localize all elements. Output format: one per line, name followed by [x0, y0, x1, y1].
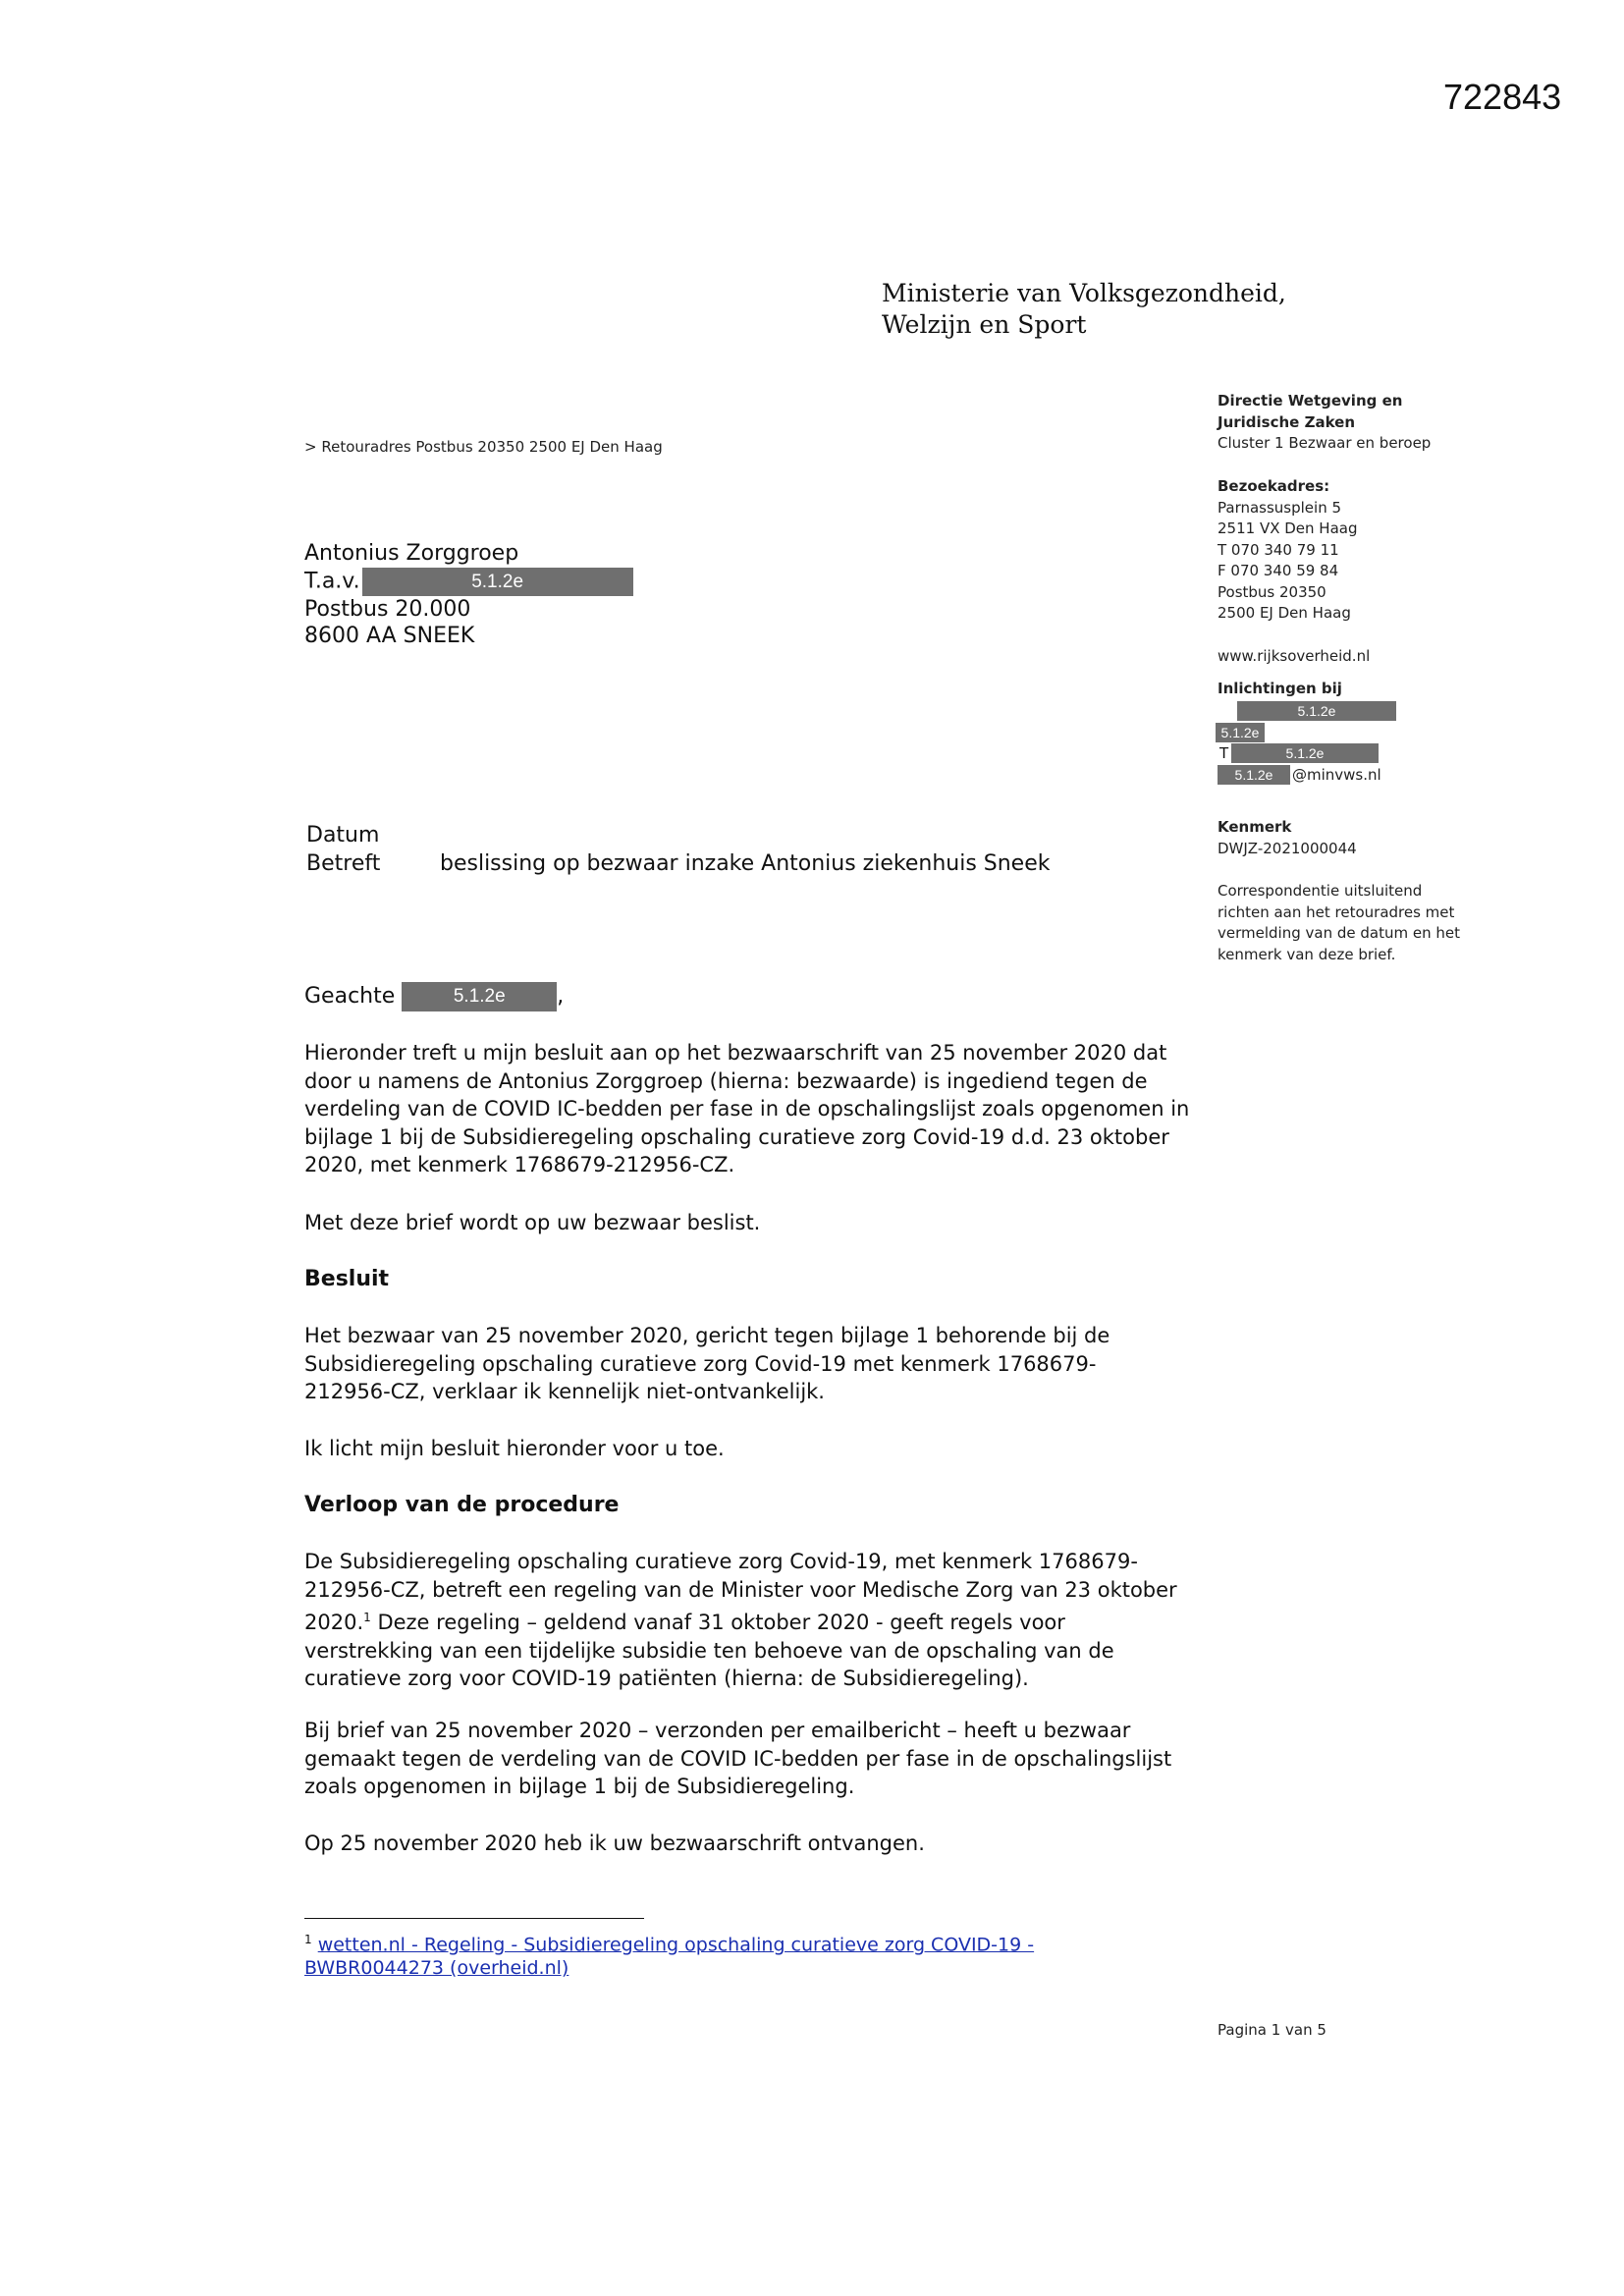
- footnote-line-1: [304, 1928, 1034, 1956]
- body-besluit: Het bezwaar van 25 november 2020, gericht tegen bijlage 1 behorende bij de Subsidieregeling opschaling curatieve zorg Covid-19 met kenmerk 1768679-212956-CZ, verklaar ik kennelijk niet-ontvankelijk.: [304, 1324, 1110, 1404]
- correspondence-note: Correspondentie uitsluitend richten aan het retouradres met vermelding van de datum en het kenmerk van deze brief.: [1218, 882, 1460, 963]
- reference-label: Kenmerk: [1218, 818, 1292, 836]
- website: www.rijksoverheid.nl: [1218, 647, 1371, 665]
- footnote-link-line-1[interactable]: wetten.nl - Regeling - Subsidieregeling opschaling curatieve zorg COVID-19 -: [317, 1934, 1035, 1956]
- visit-city: 2511 VX Den Haag: [1218, 519, 1358, 537]
- document-number: 722843: [1443, 77, 1562, 117]
- sidebar-reference: [1218, 817, 1463, 859]
- footnote-marker: 1: [304, 1933, 312, 1946]
- visit-street: Parnassusplein 5: [1218, 498, 1342, 517]
- sidebar-visit-address: [1218, 476, 1463, 625]
- salutation: [304, 981, 1218, 1012]
- subject-label: Betreft: [306, 851, 381, 876]
- postbus: Postbus 20350: [1218, 582, 1326, 601]
- letter-meta: [306, 821, 1051, 878]
- cluster: Cluster 1 Bezwaar en beroep: [1218, 434, 1432, 452]
- footnote: [304, 1928, 1034, 1980]
- phone: T 070 340 79 11: [1218, 540, 1339, 559]
- body-explain: Ik licht mijn besluit hieronder voor u toe.: [304, 1437, 725, 1460]
- sidebar-department: [1218, 391, 1463, 455]
- fax: F 070 340 59 84: [1218, 562, 1339, 579]
- ministry-header: [882, 278, 1286, 341]
- redaction-block: 5.1.2e: [1237, 701, 1396, 721]
- body-procedure-p3: Op 25 november 2020 heb ik uw bezwaarschrift ontvangen.: [304, 1831, 925, 1855]
- redaction-block: 5.1.2e: [1216, 723, 1265, 742]
- phone-prefix: T: [1219, 744, 1229, 762]
- body-intro: Hieronder treft u mijn besluit aan op het bezwaarschrift van 25 november 2020 dat door u namens de Antonius Zorggroep (hierna: bezwaarde) is ingediend tegen de verdeling van de COVID IC-bedden per fase in de opschalingslijst zoals opgenomen in bijlage 1 bij de Subsidieregeling opschaling curatieve zorg Covid-19 d.d. 23 oktober 2020, met kenmerk 1768679-212956-CZ.: [304, 1041, 1190, 1177]
- visit-label: Bezoekadres:: [1218, 477, 1330, 495]
- footnote-link-line-2[interactable]: BWBR0044273 (overheid.nl): [304, 1957, 569, 1980]
- reference-value: DWJZ-2021000044: [1218, 839, 1357, 857]
- attn-label: T.a.v.: [304, 569, 360, 593]
- salutation-suffix: ,: [557, 984, 565, 1009]
- department-line-2: Juridische Zaken: [1218, 412, 1355, 431]
- email-suffix: @minvws.nl: [1292, 766, 1381, 784]
- ministry-line-1: Ministerie van Volksgezondheid,: [882, 279, 1286, 307]
- return-address: > Retouradres Postbus 20350 2500 EJ Den Haag: [304, 438, 663, 456]
- procedure-p1-b: Deze regeling – geldend vanaf 31 oktober 2020 - geeft regels voor verstrekking van een tijdelijke subsidie ten behoeve van de opschaling van de curatieve zorg voor COVID-19 patiënten (hierna: de Subsidieregeling).: [304, 1611, 1114, 1691]
- recipient-postbus: Postbus 20.000: [304, 596, 471, 622]
- redaction-block: 5.1.2e: [1218, 765, 1290, 785]
- procedure-p1-a: De Subsidieregeling opschaling curatieve zorg Covid-19, met kenmerk 1768679-212956-CZ, betreft een regeling van de Minister voor Medische Zorg van 23 oktober 2020.: [304, 1550, 1177, 1635]
- body-decision-note: Met deze brief wordt op uw bezwaar beslist.: [304, 1211, 761, 1234]
- subject-row: [306, 849, 1051, 878]
- info-label: Inlichtingen bij: [1218, 680, 1342, 697]
- redaction-block: 5.1.2e: [362, 568, 633, 596]
- footnote-divider: [304, 1918, 644, 1919]
- date-row: [306, 821, 1051, 849]
- recipient-attn: [304, 568, 633, 596]
- recipient-name: Antonius Zorggroep: [304, 541, 519, 566]
- salutation-prefix: Geachte: [304, 984, 396, 1009]
- recipient-address: [304, 540, 633, 650]
- redaction-block: 5.1.2e: [1231, 743, 1379, 763]
- ministry-line-2: Welzijn en Sport: [882, 310, 1087, 339]
- footnote-line-2: [304, 1956, 1034, 1980]
- heading-besluit: Besluit: [304, 1267, 390, 1291]
- postbus-city: 2500 EJ Den Haag: [1218, 604, 1351, 622]
- date-label: Datum: [306, 823, 380, 847]
- footnote-reference[interactable]: 1: [363, 1611, 371, 1625]
- subject-value: beslissing op bezwaar inzake Antonius ziekenhuis Sneek: [440, 851, 1051, 876]
- recipient-city: 8600 AA SNEEK: [304, 624, 475, 648]
- body-procedure-p2: Bij brief van 25 november 2020 – verzonden per emailbericht – heeft u bezwaar gemaakt tegen de verdeling van de COVID IC-bedden per fase in de opschalingslijst zoals opgenomen in bijlage 1 bij de Subsidieregeling.: [304, 1719, 1172, 1799]
- redaction-block: 5.1.2e: [402, 982, 557, 1011]
- body-procedure-p1: [304, 1548, 1178, 1693]
- page-number: Pagina 1 van 5: [1218, 2021, 1326, 2039]
- department-line-1: Directie Wetgeving en: [1218, 392, 1403, 410]
- heading-procedure: Verloop van de procedure: [304, 1493, 620, 1517]
